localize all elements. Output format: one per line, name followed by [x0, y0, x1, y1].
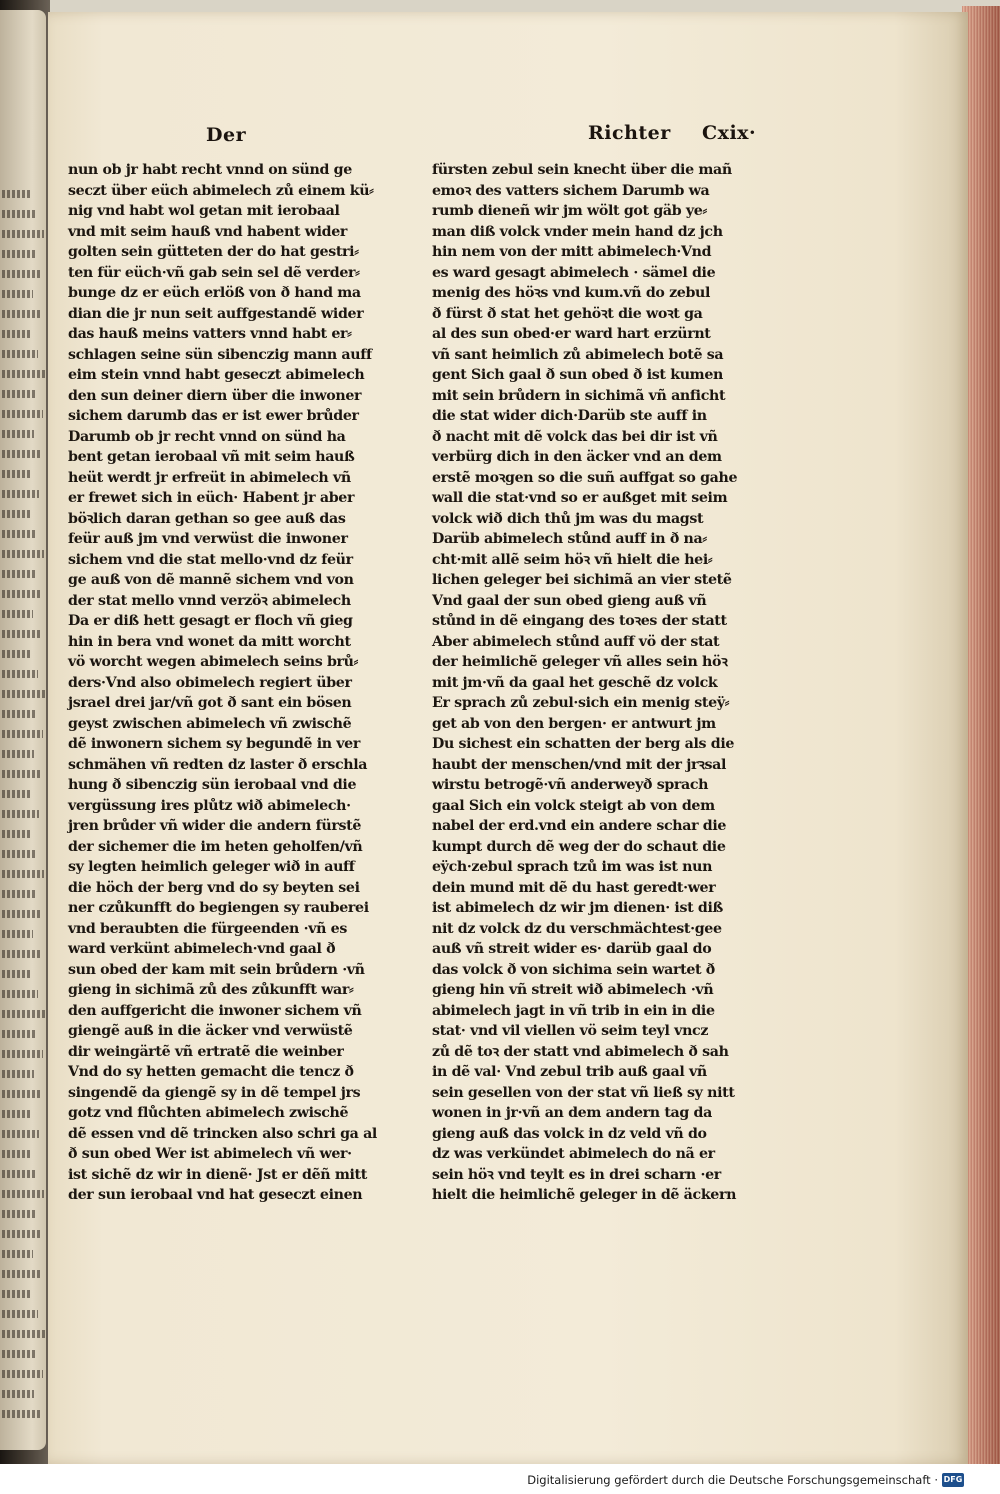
text-line: singendẽ da giengẽ sy in dẽ tempel jrs	[68, 1084, 361, 1101]
sliver-text-mark	[2, 230, 44, 238]
dfg-logo: DFG	[942, 1473, 964, 1487]
text-line: al des sun obed·er ward hart erzürnt	[432, 326, 711, 342]
sliver-text-mark	[2, 1290, 31, 1298]
sliver-text-mark	[2, 1010, 45, 1018]
text-line: ð sun obed Wer ist abimelech vñ wer·	[68, 1146, 352, 1162]
sliver-text-mark	[2, 430, 34, 438]
sliver-text-mark	[2, 1030, 36, 1038]
sliver-text-mark	[2, 510, 30, 518]
sliver-text-mark	[2, 350, 38, 358]
sliver-text-mark	[2, 970, 31, 978]
text-line: ist abimelech dz wir jm dienen· ist diß	[432, 900, 723, 916]
sliver-text-mark	[2, 1130, 39, 1138]
sliver-text-mark	[2, 1390, 34, 1398]
sliver-text-mark	[2, 1230, 42, 1238]
text-line: lichen geleger bei sichimã an vier stetẽ	[432, 572, 732, 588]
text-line: seczt über eüch abimelech zů einem kü⸗	[68, 182, 374, 199]
text-line: das hauß meins vatters vnnd habt er⸗	[68, 326, 352, 342]
sliver-text-mark	[2, 190, 30, 198]
sliver-text-mark	[2, 1270, 40, 1278]
sliver-text-mark	[2, 1250, 33, 1258]
sliver-text-mark	[2, 1210, 35, 1218]
sliver-text-mark	[2, 1190, 44, 1198]
text-line: dz was verkündet abimelech do nã er	[432, 1146, 715, 1162]
sliver-text-mark	[2, 1050, 43, 1058]
text-line: gieng hin vñ streit wið abimelech ·vñ	[432, 982, 714, 998]
text-line: gaal Sich ein volck steigt ab von dem	[432, 797, 715, 814]
folio-number: Cxix·	[702, 122, 757, 144]
text-line: kumpt durch dẽ weg der do schaut die	[432, 838, 726, 855]
text-line: wonen in jr·vñ an dem andern tag da	[432, 1105, 712, 1121]
sliver-text-mark	[2, 1410, 41, 1418]
text-line: vergüssung ires plůtz wið abimelech·	[68, 797, 351, 814]
sliver-text-mark	[2, 330, 31, 338]
sliver-text-mark	[2, 1150, 30, 1158]
text-line: haubt der menschen/vnd mit der jrꝛsal	[432, 756, 727, 773]
text-line: dein mund mit dẽ du hast geredt·wer	[432, 879, 716, 896]
text-line: Darumb ob jr recht vnnd on sünd ha	[68, 428, 346, 445]
text-column-left	[68, 160, 404, 1206]
text-line: schmähen vñ redten dz laster ð erschla	[68, 756, 368, 773]
sliver-text-mark	[2, 750, 34, 758]
text-line: gotz vnd flůchten abimelech zwischẽ	[68, 1105, 349, 1121]
text-line: dian die jr nun seit auffgestandẽ wider	[68, 305, 364, 322]
text-line: ð nacht mit dẽ volck das bei dir ist vñ	[432, 428, 718, 445]
sliver-text-mark	[2, 790, 32, 798]
credit-text: Digitalisierung gefördert durch die Deutsche Forschungsgemeinschaft ·	[527, 1473, 938, 1487]
text-line: die stat wider dich·Darüb ste auff in	[432, 408, 707, 424]
sliver-text-mark	[2, 810, 39, 818]
text-line: gent Sich gaal ð sun obed ð ist kumen	[432, 367, 723, 383]
sliver-text-mark	[2, 570, 35, 578]
text-line: in dẽ val· Vnd zebul trib auß gaal vñ	[432, 1064, 707, 1080]
text-line: vnd mit seim hauß vnd habent wider	[68, 223, 348, 240]
text-line: rumb dieneñ wir jm wölt got gäb ye⸗	[432, 203, 707, 219]
text-line: feür auß jm vnd verwüst die inwoner	[68, 531, 348, 547]
sliver-text-mark	[2, 950, 40, 958]
text-line: vnd beraubten die fürgeenden ·vñ es	[68, 920, 347, 937]
sliver-text-mark	[2, 1170, 37, 1178]
text-line: bent getan ierobaal vñ mit seim hauß	[68, 449, 355, 465]
sliver-text-mark	[2, 850, 37, 858]
text-line: sy legten heimlich geleger wið in auff	[68, 859, 355, 875]
sliver-text-mark	[2, 630, 40, 638]
text-line: abimelech jagt in vñ trib in ein in die	[432, 1002, 715, 1019]
sliver-text-mark	[2, 1370, 43, 1378]
sliver-text-mark	[2, 990, 38, 998]
sliver-text-mark	[2, 690, 45, 698]
sliver-text-mark	[2, 590, 42, 598]
text-line: es ward gesagt abimelech · sämel die	[432, 264, 716, 281]
text-line: böꝛlich daran gethan so gee auß das	[68, 510, 346, 527]
text-line: stat· vnd vil viellen vö seim teyl vncz	[432, 1023, 709, 1039]
text-line: eÿch·zebul sprach tzů im was ist nun	[432, 859, 713, 875]
text-line: get ab von den bergen· er antwurt jm	[432, 715, 716, 732]
text-line: der heimlichẽ geleger vñ alles sein höꝛ	[432, 654, 728, 670]
text-line: erstẽ moꝛgen so die suñ auffgat so gahe	[432, 469, 738, 486]
sliver-text-mark	[2, 730, 43, 738]
text-line: vö worcht wegen abimelech seins brů⸗	[68, 654, 359, 670]
text-line: hin nem von der mitt abimelech·Vnd	[432, 244, 712, 260]
text-line: Darüb abimelech stůnd auff in ð na⸗	[432, 531, 707, 547]
sliver-text-mark	[2, 270, 42, 278]
text-line: ner czůkunfft do begiengen sy rauberei	[68, 900, 369, 916]
text-line: wirstu betrogẽ·vñ anderweyð sprach	[432, 777, 709, 793]
text-line: menig des höꝛs vnd kum.vñ do zebul	[432, 285, 711, 301]
text-line: er frewet sich in eüch· Habent jr aber	[68, 490, 355, 506]
text-line: gieng in sichimã zů des zůkunfft war⸗	[68, 982, 354, 998]
sliver-text-mark	[2, 450, 41, 458]
text-line: mit sein brůdern in sichimã vñ anficht	[432, 387, 726, 404]
text-line: man diß volck vnder mein hand dz jch	[432, 223, 723, 240]
text-line: cht·mit allẽ seim höꝛ vñ hielt die hei⸗	[432, 551, 713, 568]
text-line: sun obed der kam mit sein brůdern ·vñ	[68, 961, 365, 978]
text-line: das volck ð von sichima sein wartet ð	[432, 961, 715, 978]
text-line: Du sichest ein schatten der berg als die	[432, 736, 735, 752]
text-line: mit jm·vñ da gaal het geschẽ dz volck	[432, 674, 718, 691]
sliver-text-mark	[2, 1090, 41, 1098]
text-line: sichem darumb das er ist ewer brůder	[68, 408, 359, 424]
left-page-edge	[0, 10, 46, 1450]
text-line: nig vnd habt wol getan mit ierobaal	[68, 203, 340, 219]
text-line: dẽ inwonern sichem sy begundẽ in ver	[68, 736, 360, 752]
sliver-text-mark	[2, 390, 36, 398]
text-line: ð fürst ð stat het gehöꝛt die woꝛt ga	[432, 305, 703, 322]
text-column-right	[432, 160, 768, 1206]
text-line: jren brůder vñ wider die andern fürstẽ	[68, 818, 362, 834]
sliver-text-mark	[2, 1310, 38, 1318]
text-line: ward verkünt abimelech·vnd gaal ð	[68, 941, 336, 957]
sliver-text-mark	[2, 930, 33, 938]
text-line: schlagen seine sün sibenczig mann auff	[68, 346, 372, 363]
sliver-text-mark	[2, 670, 38, 678]
text-line: ist sichẽ dz wir in dienẽ· Jst er dẽñ mitt	[68, 1166, 367, 1183]
text-line: vñ sant heimlich zů abimelech botẽ sa	[432, 346, 724, 363]
text-line: stůnd in dẽ eingang des toꝛes der statt	[432, 613, 727, 629]
text-line: den sun deiner diern über die inwoner	[68, 387, 362, 404]
running-head-left: Der	[206, 124, 247, 146]
funding-credit	[527, 1470, 964, 1490]
text-line: hung ð sibenczig sün ierobaal vnd die	[68, 777, 357, 793]
text-line: wall die stat·vnd so er außget mit seim	[432, 490, 728, 506]
sliver-text-mark	[2, 1070, 34, 1078]
text-line: zů dẽ toꝛ der statt vnd abimelech ð sah	[432, 1043, 729, 1060]
text-line: hielt die heimlichẽ geleger in dẽ äckern	[432, 1187, 737, 1203]
sliver-text-mark	[2, 650, 31, 658]
book-page	[48, 12, 968, 1464]
text-line: ders·Vnd also obimelech regiert über	[68, 674, 352, 691]
text-line: geyst zwischen abimelech vñ zwischẽ	[68, 715, 352, 732]
text-line: der sun ierobaal vnd hat geseczt einen	[68, 1187, 363, 1203]
text-line: Da er diß hett gesagt er floch vñ gieg	[68, 613, 353, 629]
sliver-text-mark	[2, 1350, 36, 1358]
sliver-text-mark	[2, 370, 45, 378]
text-line: jsrael drei jar/vñ got ð sant ein bösen	[68, 695, 352, 711]
sliver-text-mark	[2, 310, 40, 318]
text-line: volck wið dich thů jm was du magst	[432, 510, 704, 527]
text-line: die höch der berg vnd do sy beyten sei	[68, 879, 360, 896]
text-line: gieng auß das volck in dz veld vñ do	[432, 1125, 707, 1142]
text-line: der sichemer die im heten geholfen/vñ	[68, 838, 363, 855]
text-line: bunge dz er eüch erlöß von ð hand ma	[68, 285, 361, 301]
sliver-text-mark	[2, 1110, 32, 1118]
text-line: eim stein vnnd habt geseczt abimelech	[68, 367, 365, 383]
running-head	[48, 118, 968, 158]
sliver-text-mark	[2, 1330, 45, 1338]
text-line: ge auß von dẽ mannẽ sichem vnd von	[68, 572, 354, 588]
sliver-text-mark	[2, 830, 30, 838]
sliver-text-mark	[2, 910, 42, 918]
text-line: hin in bera vnd wonet da mitt worcht	[68, 633, 351, 650]
text-line: fürsten zebul sein knecht über die mañ	[432, 162, 732, 178]
sliver-text-mark	[2, 710, 36, 718]
sliver-text-mark	[2, 490, 39, 498]
text-line: dir weingärtẽ vñ ertratẽ die weinber	[68, 1043, 344, 1060]
text-line: ten für eüch·vñ gab sein sel dẽ verder⸗	[68, 264, 360, 281]
sliver-text-mark	[2, 290, 33, 298]
text-line: verbürg dich in den äcker vnd an dem	[432, 449, 722, 465]
text-line: giengẽ auß in die äcker vnd verwüstẽ	[68, 1023, 353, 1039]
text-line: emoꝛ des vatters sichem Darumb wa	[432, 182, 710, 199]
sliver-text-mark	[2, 250, 35, 258]
text-line: nun ob jr habt recht vnnd on sünd ge	[68, 162, 352, 178]
sliver-text-mark	[2, 410, 43, 418]
text-line: dẽ essen vnd dẽ trincken also schri ga al	[68, 1125, 377, 1142]
text-line: Vnd do sy hetten gemacht die tencz ð	[68, 1064, 354, 1080]
sliver-text-mark	[2, 210, 37, 218]
text-line: nabel der erd.vnd ein andere schar die	[432, 818, 727, 834]
sliver-text-mark	[2, 610, 33, 618]
sliver-text-mark	[2, 530, 37, 538]
sliver-text-mark	[2, 470, 32, 478]
text-line: sichem vnd die stat mello·vnd dz feür	[68, 551, 353, 568]
text-line: den auffgericht die inwoner sichem vñ	[68, 1002, 362, 1019]
text-line: der stat mello vnnd verzöꝛ abimelech	[68, 592, 351, 609]
sliver-text-mark	[2, 770, 41, 778]
text-line: nit dz volck dz du verschmächtest·gee	[432, 920, 722, 937]
sliver-text-mark	[2, 550, 44, 558]
text-line: sein höꝛ vnd teylt es in drei scharn ·er	[432, 1166, 721, 1183]
text-line: sein gesellen von der stat vñ ließ sy nitt	[432, 1084, 735, 1101]
running-head-title: Richter	[588, 122, 671, 144]
sliver-text-mark	[2, 890, 35, 898]
text-line: auß vñ streit wider es· darüb gaal do	[432, 941, 712, 957]
text-line: golten sein gütteten der do hat gestri⸗	[68, 244, 359, 260]
text-line: Aber abimelech stůnd auff vö der stat	[432, 633, 720, 650]
text-line: Vnd gaal der sun obed gieng auß vñ	[432, 592, 707, 609]
sliver-text-mark	[2, 870, 44, 878]
text-line: heüt werdt jr erfreüt in abimelech vñ	[68, 469, 351, 486]
text-line: Er sprach zů zebul·sich ein menig steÿ⸗	[432, 695, 730, 711]
